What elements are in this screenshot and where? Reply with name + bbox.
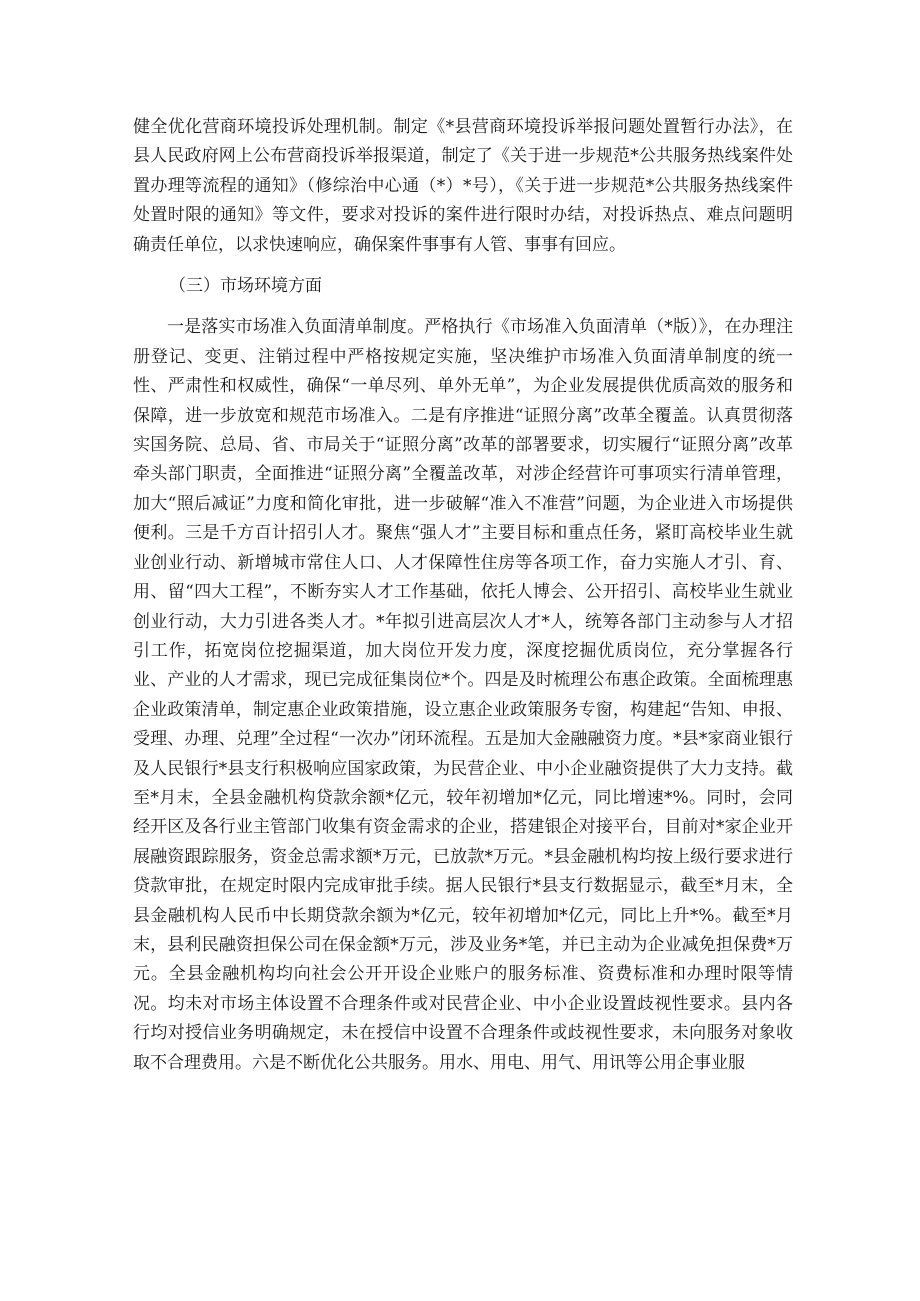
section-heading: （三）市场环境方面 — [169, 276, 322, 297]
paragraph-continued: 健全优化营商环境投诉处理机制。制定《*县营商环境投诉举报问题处置暂行办法》，在县人民政府网上公布营商投诉举报渠道，制定了《关于进一步规范*公共服务热线案件处置办理等流程的通知》（修综治中心通（*）*号），《关于进一步规范*公共服务热线案件处置时限的通知》等文件，要求对投诉的案件进行限时办结，对投诉热点、难点问题明确责任单位，以求快速响应，确保案件事事有人管、事事有回应。 — [133, 117, 793, 255]
paragraph-main: 一是落实市场准入负面清单制度。严格执行《市场准入负面清单（*版）》，在办理注册登记、变更、注销过程中严格按规定实施，坚决维护市场准入负面清单制度的统一性、严肃性和权威性，确保“一单尽列、单外无单”，为企业发展提供优质高效的服务和保障，进一步放宽和规范市场准入。二是有序推进“证照分离”改革全覆盖。认真贯彻落实国务院、总局、省、市局关于“证照分离”改革的部署要求，切实履行“证照分离”改革牵头部门职责，全面推进“证照分离”全覆盖改革，对涉企经营许可事项实行清单管理，加大“照后减证”力度和简化审批，进一步破解“准入不准营”问题，为企业进入市场提供便利。三是千方百计招引人才。聚焦“强人才”主要目标和重点任务，紧盯高校毕业生就业创业行动、新增城市常住人口、人才保障性住房等各项工作，奋力实施人才引、育、用、留“四大工程”，不断夯实人才工作基础，依托人博会、公开招引、高校毕业生就业创业行动，大力引进各类人才。*年拟引进高层次人才*人，统筹各部门主动参与人才招引工作，拓宽岗位挖掘渠道，加大岗位开发力度，深度挖掘优质岗位，充分掌握各行业、产业的人才需求，现已完成征集岗位*个。四是及时梳理公布惠企政策。全面梳理惠企业政策清单，制定惠企业政策措施，设立惠企业政策服务专窗，构建起“告知、申报、受理、办理、兑理”全过程“一次办”闭环流程。五是加大金融融资力度。*县*家商业银行及人民银行*县支行积极响应国家政策，为民营企业、中小企业融资提供了大力支持。截至*月末，全县金融机构贷款余额*亿元，较年初增加*亿元，同比增速*%。同时，会同经开区及各行业主管部门收集有资金需求的企业，搭建银企对接平台，目前对*家企业开展融资跟踪服务，资金总需求额*万元，已放款*万元。*县金融机构均按上级行要求进行贷款审批，在规定时限内完成审批手续。据人民银行*县支行数据显示，截至*月末，全县金融机构人民币中长期贷款余额为*亿元，较年初增加*亿元，同比上升*%。截至*月末，县利民融资担保公司在保金额*万元，涉及业务*笔，并已主动为企业减免担保费*万元。全县金融机构均向社会公开开设企业账户的服务标准、资费标准和办理时限等情况。均未对市场主体设置不合理条件或对民营企业、中小企业设置歧视性要求。县内各行均对授信业务明确规定，未在授信中设置不合理条件或歧视性要求，未向服务对象收取不合理费用。六是不断优化公共服务。用水、用电、用气、用讯等公用企事业服 — [133, 317, 793, 1073]
document-body — [133, 113, 793, 1078]
